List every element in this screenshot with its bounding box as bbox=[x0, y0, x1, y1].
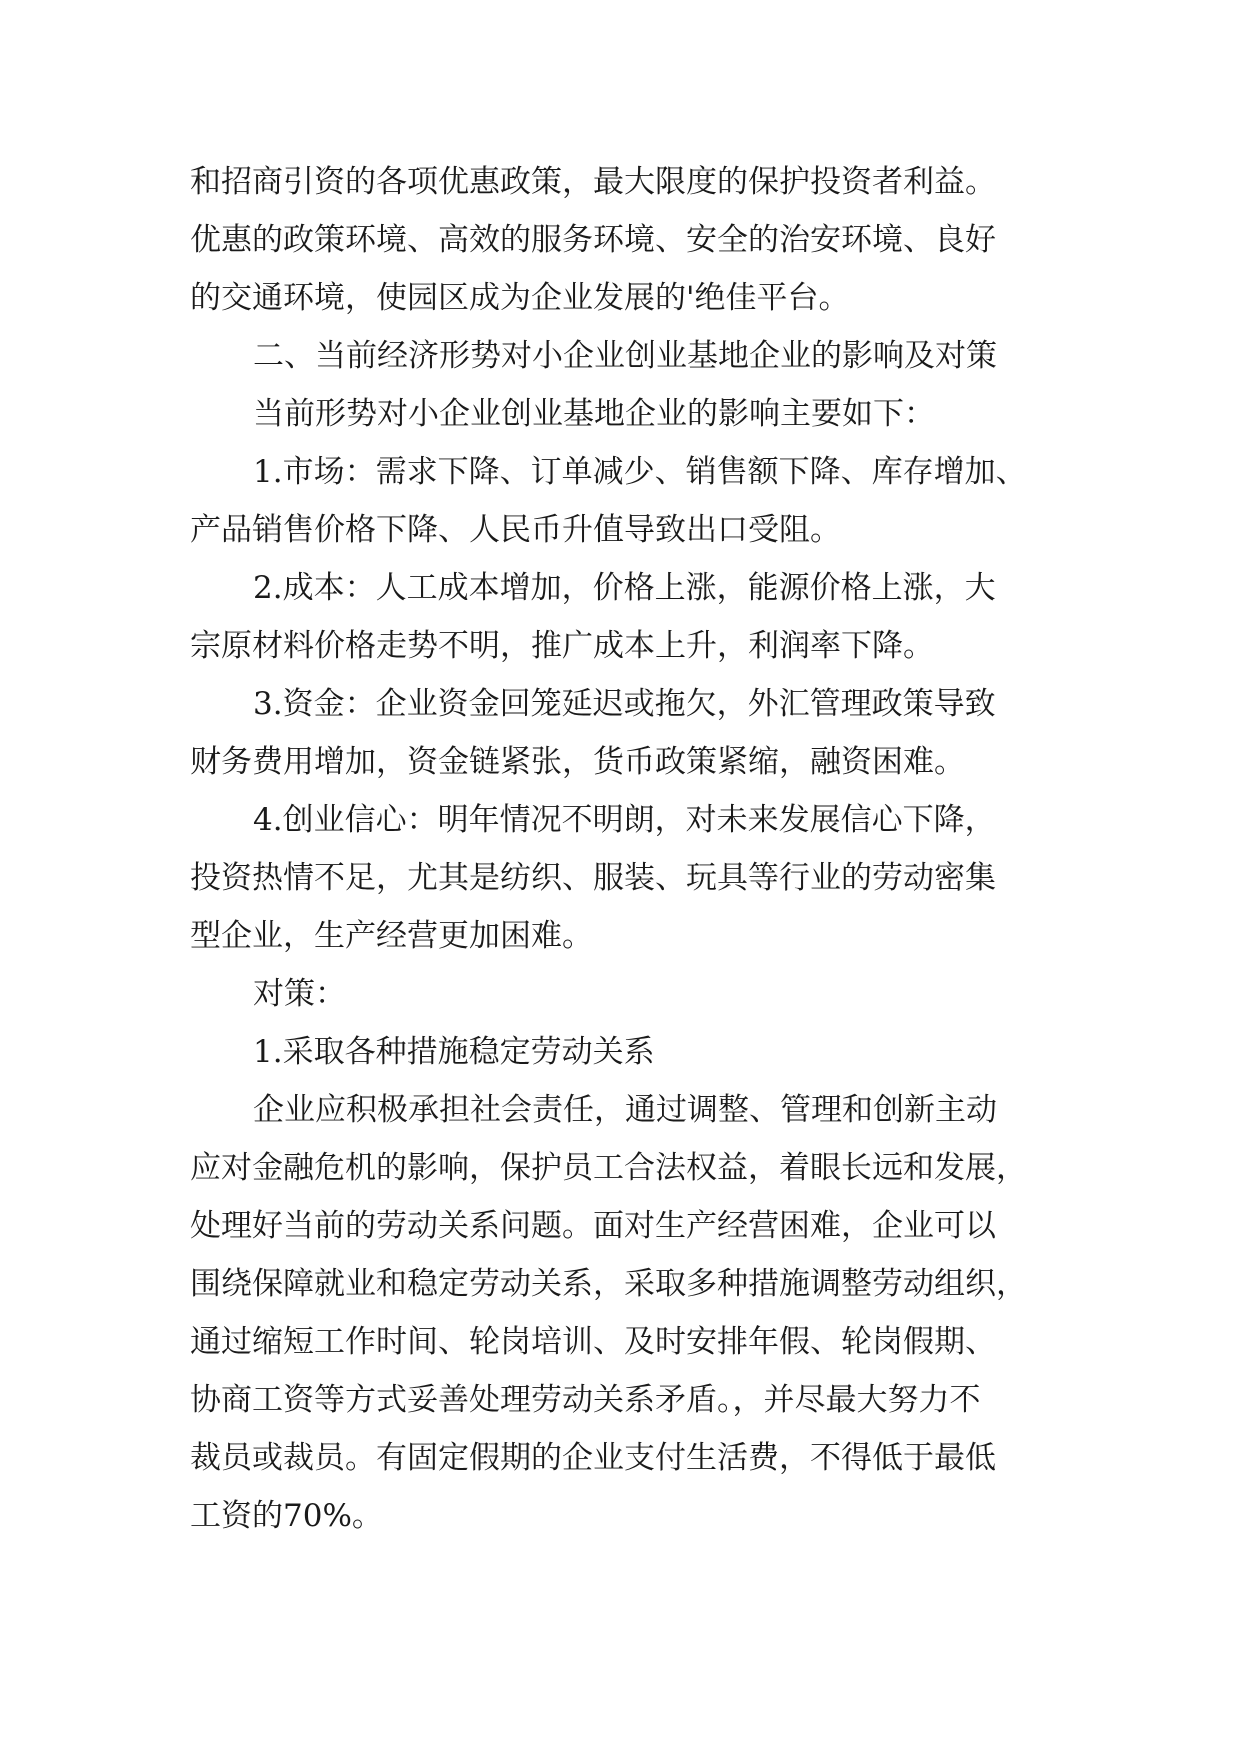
countermeasure-item: 1.采取各种措施稳定劳动关系 bbox=[253, 1034, 655, 1070]
list-item-market: 1.市场：需求下降、订单减少、销售额下降、库存增加、 bbox=[253, 454, 1027, 490]
countermeasures-heading: 对策： bbox=[253, 976, 346, 1012]
body-text-line: 工资的70%。 bbox=[190, 1498, 383, 1534]
body-text-line: 产品销售价格下降、人民币升值导致出口受阻。 bbox=[190, 512, 841, 548]
body-text-line: 优惠的政策环境、高效的服务环境、安全的治安环境、良好 bbox=[190, 222, 996, 258]
body-text-line: 投资热情不足，尤其是纺织、服装、玩具等行业的劳动密集 bbox=[190, 860, 996, 896]
list-item-cost: 2.成本：人工成本增加，价格上涨，能源价格上涨，大 bbox=[253, 570, 996, 606]
body-text-line: 型企业，生产经营更加困难。 bbox=[190, 918, 593, 954]
section-heading: 二、当前经济形势对小企业创业基地企业的影响及对策 bbox=[253, 338, 997, 374]
body-text-line: 裁员或裁员。有固定假期的企业支付生活费，不得低于最低 bbox=[190, 1440, 996, 1476]
body-text-line: 的交通环境，使园区成为企业发展的'绝佳平台。 bbox=[190, 280, 850, 316]
body-text-line: 财务费用增加，资金链紧张，货币政策紧缩，融资困难。 bbox=[190, 744, 965, 780]
list-item-confidence: 4.创业信心：明年情况不明朗，对未来发展信心下降， bbox=[253, 802, 996, 838]
body-text-line: 企业应积极承担社会责任，通过调整、管理和创新主动 bbox=[253, 1092, 997, 1128]
body-text-line: 协商工资等方式妥善处理劳动关系矛盾。，并尽最大努力不 bbox=[190, 1382, 981, 1418]
body-text-line: 和招商引资的各项优惠政策，最大限度的保护投资者利益。 bbox=[190, 164, 996, 200]
body-text-line: 当前形势对小企业创业基地企业的影响主要如下： bbox=[253, 396, 935, 432]
list-item-funds: 3.资金：企业资金回笼延迟或拖欠，外汇管理政策导致 bbox=[253, 686, 996, 722]
body-text-line: 处理好当前的劳动关系问题。面对生产经营困难，企业可以 bbox=[190, 1208, 996, 1244]
body-text-line: 宗原材料价格走势不明，推广成本上升，利润率下降。 bbox=[190, 628, 934, 664]
body-text-line: 通过缩短工作时间、轮岗培训、及时安排年假、轮岗假期、 bbox=[190, 1324, 996, 1360]
body-text-line: 围绕保障就业和稳定劳动关系，采取多种措施调整劳动组织， bbox=[190, 1266, 1027, 1302]
body-text-line: 应对金融危机的影响，保护员工合法权益，着眼长远和发展， bbox=[190, 1150, 1027, 1186]
